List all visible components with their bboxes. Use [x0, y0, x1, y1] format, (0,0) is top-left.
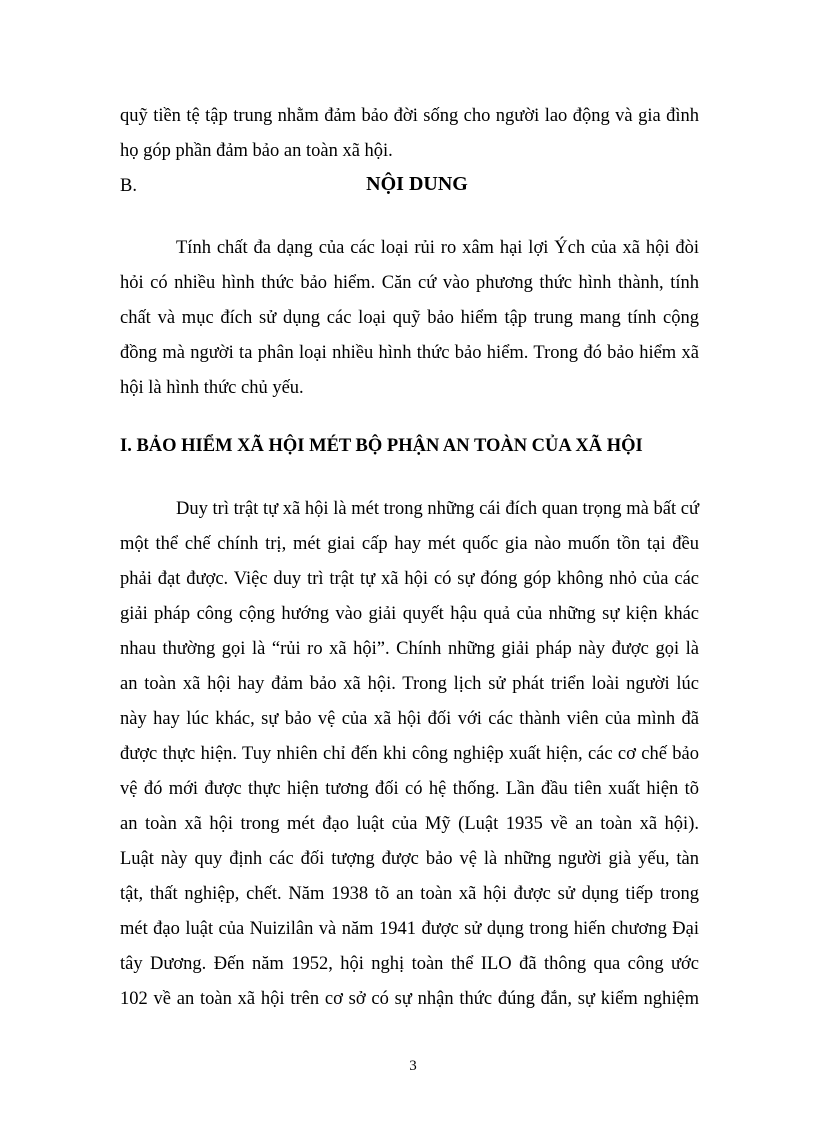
- paragraph2-line-14: tây Dương. Đến năm 1952, hội nghị toàn thể ILO đã thông qua công ước: [120, 954, 699, 974]
- paragraph2-line-9: vệ đó mới được thực hiện tương đối có hệ thống. Lần đầu tiên xuất hiện tõ: [120, 779, 699, 799]
- paragraph2-line-13: mét đạo luật của Nuizilân và năm 1941 được sử dụng trong hiến chương Đại: [120, 919, 699, 939]
- paragraph2-line-12: tật, thất nghiệp, chết. Năm 1938 tõ an toàn xã hội được sử dụng tiếp trong: [120, 884, 699, 904]
- paragraph1-line-3: chất và mục đích sử dụng các loại quỹ bảo hiểm tập trung mang tính cộng: [120, 308, 699, 328]
- paragraph1-line-4: đồng mà người ta phân loại nhiều hình thức bảo hiểm. Trong đó bảo hiểm xã: [120, 343, 699, 363]
- paragraph1-line-5: hội là hình thức chủ yếu.: [120, 378, 304, 398]
- paragraph2-line-15: 102 về an toàn xã hội trên cơ sở có sự nhận thức đúng đắn, sự kiểm nghiệm: [120, 989, 699, 1009]
- paragraph2-line-7: này hay lúc khác, sự bảo vệ của xã hội đối với các thành viên của mình đã: [120, 709, 699, 729]
- paragraph2-line-10: an toàn xã hội trong mét đạo luật của Mỹ (Luật 1935 về an toàn xã hội).: [120, 814, 699, 834]
- page-number: 3: [409, 1058, 417, 1074]
- part-title: NỘI DUNG: [366, 173, 468, 195]
- paragraph2-line-5: nhau thường gọi là “rủi ro xã hội”. Chính những giải pháp này được gọi là: [120, 639, 699, 659]
- paragraph2-line-4: giải pháp công cộng hướng vào giải quyết hậu quả của những sự kiện khác: [120, 604, 699, 624]
- intro-line-2: họ góp phần đảm bảo an toàn xã hội.: [120, 141, 393, 161]
- part-label: B.: [120, 176, 137, 196]
- paragraph1-line-1: Tính chất đa dạng của các loại rủi ro xâm hại lợi Ých của xã hội đòi: [176, 238, 699, 258]
- paragraph2-line-8: được thực hiện. Tuy nhiên chỉ đến khi công nghiệp xuất hiện, các cơ chế bảo: [120, 744, 699, 764]
- paragraph2-line-1: Duy trì trật tự xã hội là mét trong những cái đích quan trọng mà bất cứ: [176, 499, 699, 519]
- intro-line-1: quỹ tiền tệ tập trung nhằm đảm bảo đời sống cho người lao động và gia đình: [120, 106, 699, 126]
- section-heading: I. BẢO HIỂM XÃ HỘI MÉT BỘ PHẬN AN TOÀN CỦA XÃ HỘI: [120, 436, 643, 456]
- paragraph1-line-2: hỏi có nhiều hình thức bảo hiểm. Căn cứ vào phương thức hình thành, tính: [120, 273, 699, 293]
- paragraph2-line-11: Luật này quy định các đối tượng được bảo vệ là những người già yếu, tàn: [120, 849, 699, 869]
- paragraph2-line-6: an toàn xã hội hay đảm bảo xã hội. Trong lịch sử phát triển loài người lúc: [120, 674, 699, 694]
- paragraph2-line-3: phải đạt được. Việc duy trì trật tự xã hội có sự đóng góp không nhỏ của các: [120, 569, 699, 589]
- paragraph2-line-2: một thể chế chính trị, mét giai cấp hay mét quốc gia nào muốn tồn tại đều: [120, 534, 699, 554]
